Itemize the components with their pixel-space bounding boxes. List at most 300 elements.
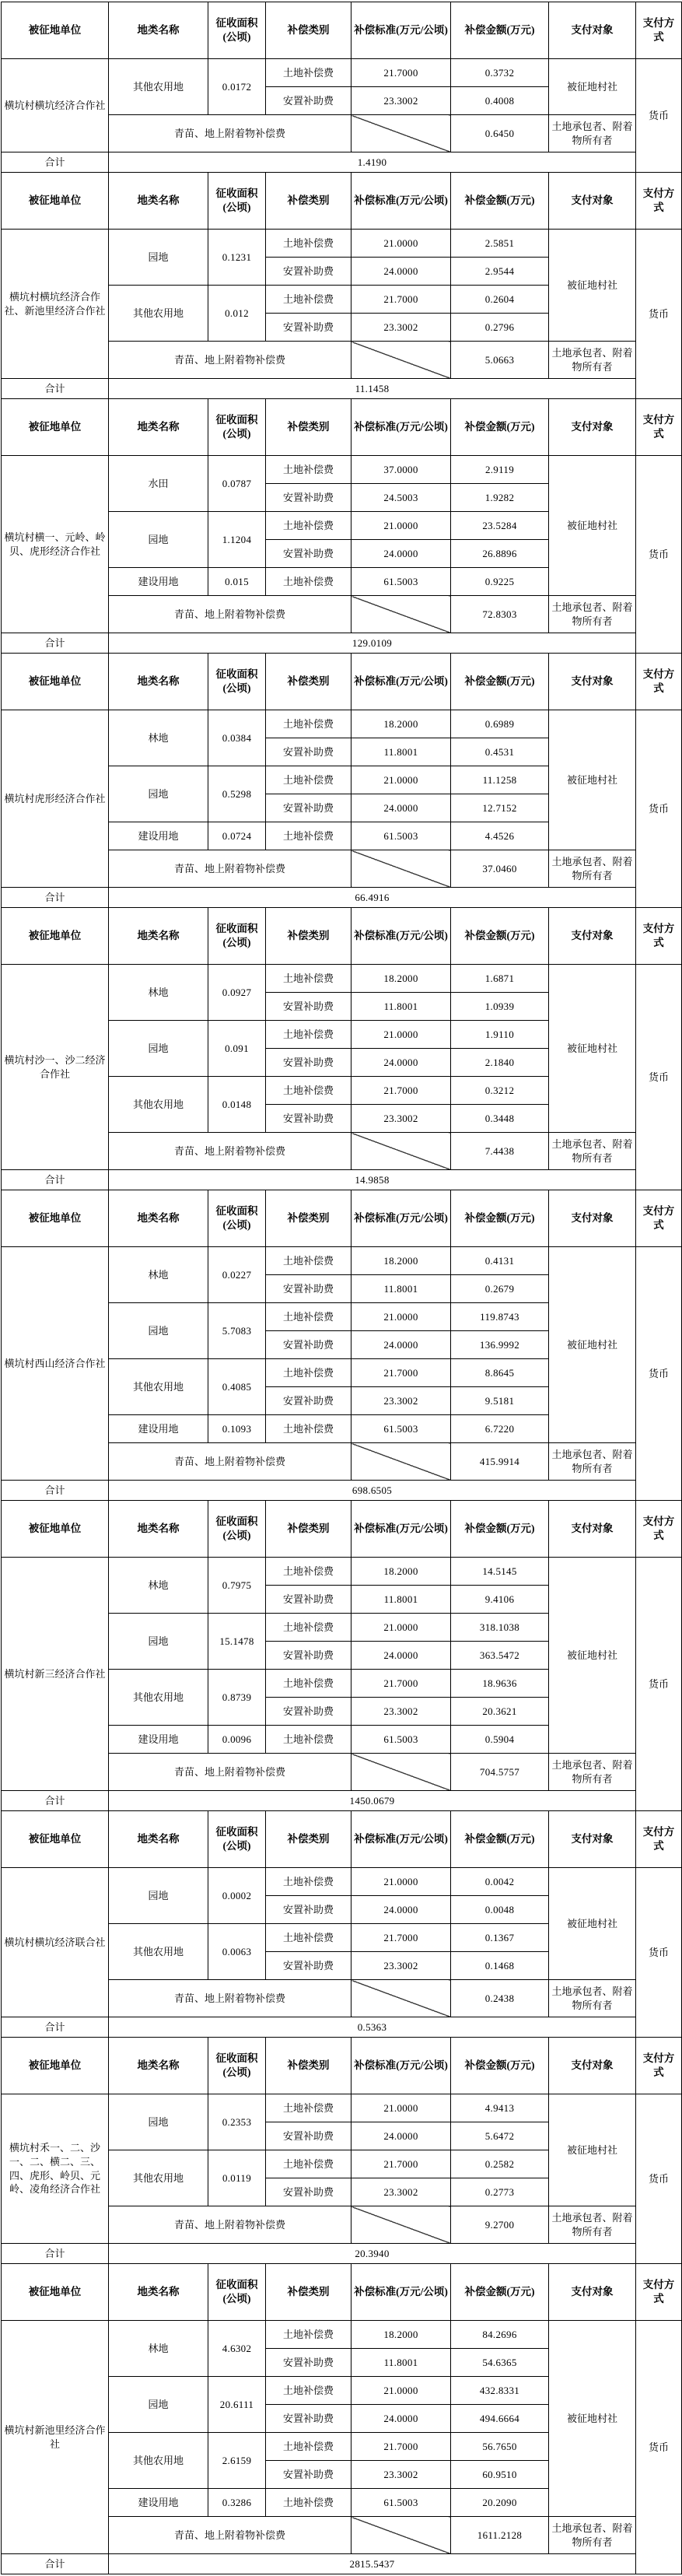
- land-type-cell: 林地: [109, 965, 208, 1021]
- fee-category-cell: 土地补偿费: [266, 965, 351, 993]
- header-cell-standard: 补偿标准(万元/公顷): [351, 654, 451, 710]
- fee-standard-cell: 21.0000: [351, 230, 451, 258]
- fee-amount-cell: 0.2604: [451, 286, 549, 314]
- area-cell: 0.0724: [208, 822, 266, 850]
- unit-cell: 横坑村横一、元岭、岭贝、虎形经济合作社: [2, 456, 109, 633]
- header-cell-land-type: 地类名称: [109, 654, 208, 710]
- fee-amount-cell: 12.7152: [451, 794, 549, 822]
- header-cell-payee: 支付对象: [549, 2, 636, 59]
- header-cell-category: 补偿类别: [266, 2038, 351, 2094]
- fee-category-cell: 安置补助费: [266, 1698, 351, 1726]
- fee-category-cell: 土地补偿费: [266, 456, 351, 484]
- fee-category-cell: 土地补偿费: [266, 1924, 351, 1952]
- header-cell-area: 征收面积(公顷): [208, 173, 266, 230]
- fee-amount-cell: 1.6871: [451, 965, 549, 993]
- payee-contractor-cell: 土地承包者、附着物所有者: [549, 115, 636, 152]
- area-cell: 0.7975: [208, 1558, 266, 1614]
- fee-amount-cell: 4.9413: [451, 2094, 549, 2122]
- fee-standard-cell: 21.0000: [351, 1614, 451, 1642]
- header-cell-payee: 支付对象: [549, 908, 636, 965]
- qingmiao-amount-cell: 415.9914: [451, 1443, 549, 1481]
- area-cell: 20.6111: [208, 2377, 266, 2433]
- total-label-cell: 合计: [2, 2017, 109, 2038]
- fee-category-cell: 安置补助费: [266, 314, 351, 342]
- fee-standard-cell: 23.3002: [351, 314, 451, 342]
- header-cell-category: 补偿类别: [266, 1501, 351, 1558]
- diagonal-line-cell: [351, 1443, 451, 1481]
- fee-standard-cell: 18.2000: [351, 2321, 451, 2349]
- fee-standard-cell: 11.8001: [351, 993, 451, 1021]
- header-cell-standard: 补偿标准(万元/公顷): [351, 2, 451, 59]
- fee-amount-cell: 1.9110: [451, 1021, 549, 1049]
- fee-standard-cell: 18.2000: [351, 1558, 451, 1586]
- fee-category-cell: 安置补助费: [266, 1275, 351, 1303]
- fee-category-cell: 土地补偿费: [266, 59, 351, 87]
- diagonal-line-cell: [351, 1754, 451, 1791]
- header-cell-amount: 补偿金额(万元): [451, 1811, 549, 1868]
- area-cell: 0.0384: [208, 710, 266, 766]
- fee-amount-cell: 0.2796: [451, 314, 549, 342]
- land-type-cell: 其他农用地: [109, 1924, 208, 1980]
- fee-category-cell: 土地补偿费: [266, 1415, 351, 1443]
- area-cell: 0.091: [208, 1021, 266, 1077]
- fee-standard-cell: 24.5003: [351, 484, 451, 512]
- qingmiao-amount-cell: 37.0460: [451, 850, 549, 888]
- land-type-cell: 其他农用地: [109, 1670, 208, 1726]
- header-cell-standard: 补偿标准(万元/公顷): [351, 2264, 451, 2321]
- fee-category-cell: 安置补助费: [266, 1952, 351, 1980]
- fee-standard-cell: 61.5003: [351, 2489, 451, 2517]
- land-type-cell: 林地: [109, 710, 208, 766]
- header-cell-category: 补偿类别: [266, 399, 351, 456]
- fee-amount-cell: 23.5284: [451, 512, 549, 540]
- total-label-cell: 合计: [2, 2554, 109, 2574]
- fee-amount-cell: 26.8896: [451, 540, 549, 568]
- fee-amount-cell: 2.9544: [451, 258, 549, 286]
- header-cell-method: 支付方式: [636, 1811, 682, 1868]
- total-value-cell: 698.6505: [109, 1481, 636, 1501]
- qingmiao-amount-cell: 7.4438: [451, 1133, 549, 1170]
- land-type-cell: 建设用地: [109, 1415, 208, 1443]
- fee-category-cell: 安置补助费: [266, 540, 351, 568]
- fee-category-cell: 安置补助费: [266, 2461, 351, 2489]
- unit-cell: 横坑村横坑经济合作社: [2, 59, 109, 152]
- payee-village-cell: 被征地村社: [549, 59, 636, 115]
- payee-village-cell: 被征地村社: [549, 230, 636, 342]
- land-type-cell: 建设用地: [109, 1726, 208, 1754]
- header-cell-unit: 被征地单位: [2, 2264, 109, 2321]
- qingmiao-label-cell: 青苗、地上附着物补偿费: [109, 1754, 351, 1791]
- header-cell-land-type: 地类名称: [109, 2, 208, 59]
- fee-amount-cell: 2.9119: [451, 456, 549, 484]
- total-value-cell: 129.0109: [109, 633, 636, 654]
- payee-contractor-cell: 土地承包者、附着物所有者: [549, 1980, 636, 2017]
- fee-category-cell: 安置补助费: [266, 258, 351, 286]
- header-cell-amount: 补偿金额(万元): [451, 2038, 549, 2094]
- area-cell: 1.1204: [208, 512, 266, 568]
- total-value-cell: 11.1458: [109, 379, 636, 399]
- total-value-cell: 1450.0679: [109, 1791, 636, 1811]
- header-cell-land-type: 地类名称: [109, 908, 208, 965]
- header-cell-amount: 补偿金额(万元): [451, 173, 549, 230]
- header-cell-method: 支付方式: [636, 654, 682, 710]
- header-cell-unit: 被征地单位: [2, 654, 109, 710]
- fee-amount-cell: 1.0939: [451, 993, 549, 1021]
- fee-category-cell: 土地补偿费: [266, 766, 351, 794]
- area-cell: 0.015: [208, 568, 266, 596]
- fee-standard-cell: 21.7000: [351, 1670, 451, 1698]
- area-cell: 0.2353: [208, 2094, 266, 2150]
- payment-method-cell: 货币: [636, 2094, 682, 2264]
- fee-amount-cell: 14.5145: [451, 1558, 549, 1586]
- fee-category-cell: 土地补偿费: [266, 512, 351, 540]
- fee-category-cell: 安置补助费: [266, 1049, 351, 1077]
- qingmiao-label-cell: 青苗、地上附着物补偿费: [109, 1980, 351, 2017]
- fee-amount-cell: 0.2773: [451, 2178, 549, 2206]
- fee-category-cell: 安置补助费: [266, 738, 351, 766]
- fee-standard-cell: 21.0000: [351, 2377, 451, 2405]
- unit-cell: 横坑村沙一、沙二经济合作社: [2, 965, 109, 1170]
- header-cell-category: 补偿类别: [266, 654, 351, 710]
- fee-category-cell: 土地补偿费: [266, 1247, 351, 1275]
- header-cell-standard: 补偿标准(万元/公顷): [351, 908, 451, 965]
- header-cell-standard: 补偿标准(万元/公顷): [351, 2038, 451, 2094]
- payee-contractor-cell: 土地承包者、附着物所有者: [549, 342, 636, 379]
- fee-amount-cell: 318.1038: [451, 1614, 549, 1642]
- fee-category-cell: 土地补偿费: [266, 1558, 351, 1586]
- fee-standard-cell: 18.2000: [351, 1247, 451, 1275]
- fee-category-cell: 土地补偿费: [266, 2433, 351, 2461]
- header-cell-payee: 支付对象: [549, 1501, 636, 1558]
- fee-standard-cell: 21.0000: [351, 512, 451, 540]
- area-cell: 0.4085: [208, 1359, 266, 1415]
- fee-standard-cell: 61.5003: [351, 822, 451, 850]
- fee-standard-cell: 24.0000: [351, 1049, 451, 1077]
- fee-category-cell: 土地补偿费: [266, 1726, 351, 1754]
- diagonal-line-cell: [351, 342, 451, 379]
- header-cell-amount: 补偿金额(万元): [451, 1190, 549, 1247]
- fee-category-cell: 安置补助费: [266, 484, 351, 512]
- land-type-cell: 其他农用地: [109, 1359, 208, 1415]
- payment-method-cell: 货币: [636, 456, 682, 654]
- header-cell-standard: 补偿标准(万元/公顷): [351, 173, 451, 230]
- fee-category-cell: 土地补偿费: [266, 1359, 351, 1387]
- fee-standard-cell: 21.0000: [351, 1021, 451, 1049]
- fee-amount-cell: 0.3448: [451, 1105, 549, 1133]
- fee-standard-cell: 24.0000: [351, 540, 451, 568]
- fee-standard-cell: 61.5003: [351, 1415, 451, 1443]
- fee-amount-cell: 0.4531: [451, 738, 549, 766]
- land-type-cell: 园地: [109, 1614, 208, 1670]
- qingmiao-amount-cell: 5.0663: [451, 342, 549, 379]
- fee-amount-cell: 0.1367: [451, 1924, 549, 1952]
- header-cell-land-type: 地类名称: [109, 1811, 208, 1868]
- area-cell: 0.1231: [208, 230, 266, 286]
- fee-amount-cell: 0.4131: [451, 1247, 549, 1275]
- header-cell-land-type: 地类名称: [109, 1190, 208, 1247]
- fee-standard-cell: 11.8001: [351, 2349, 451, 2377]
- area-cell: 0.1093: [208, 1415, 266, 1443]
- payment-method-cell: 货币: [636, 1247, 682, 1501]
- unit-cell: 横坑村禾一、二、沙一、二、横二、三、四、虎形、岭贝、元岭、凌角经济合作社: [2, 2094, 109, 2244]
- total-label-cell: 合计: [2, 1791, 109, 1811]
- fee-category-cell: 安置补助费: [266, 1387, 351, 1415]
- unit-cell: 横坑村虎形经济合作社: [2, 710, 109, 888]
- fee-amount-cell: 2.1840: [451, 1049, 549, 1077]
- header-cell-area: 征收面积(公顷): [208, 2264, 266, 2321]
- fee-amount-cell: 0.4008: [451, 87, 549, 115]
- fee-standard-cell: 23.3002: [351, 1105, 451, 1133]
- fee-standard-cell: 21.0000: [351, 766, 451, 794]
- area-cell: 0.8739: [208, 1670, 266, 1726]
- header-cell-unit: 被征地单位: [2, 1811, 109, 1868]
- header-cell-category: 补偿类别: [266, 173, 351, 230]
- fee-standard-cell: 21.7000: [351, 1924, 451, 1952]
- unit-cell: 横坑村横坑经济合作社、新池里经济合作社: [2, 230, 109, 379]
- fee-amount-cell: 11.1258: [451, 766, 549, 794]
- payee-village-cell: 被征地村社: [549, 456, 636, 596]
- qingmiao-label-cell: 青苗、地上附着物补偿费: [109, 342, 351, 379]
- fee-standard-cell: 21.7000: [351, 2150, 451, 2178]
- header-cell-amount: 补偿金额(万元): [451, 654, 549, 710]
- header-cell-land-type: 地类名称: [109, 1501, 208, 1558]
- header-cell-area: 征收面积(公顷): [208, 1811, 266, 1868]
- header-cell-unit: 被征地单位: [2, 1501, 109, 1558]
- fee-category-cell: 土地补偿费: [266, 568, 351, 596]
- fee-category-cell: 土地补偿费: [266, 822, 351, 850]
- fee-category-cell: 安置补助费: [266, 2178, 351, 2206]
- area-cell: 0.0787: [208, 456, 266, 512]
- fee-amount-cell: 0.9225: [451, 568, 549, 596]
- payee-village-cell: 被征地村社: [549, 1558, 636, 1754]
- header-cell-payee: 支付对象: [549, 173, 636, 230]
- qingmiao-amount-cell: 9.2700: [451, 2206, 549, 2244]
- total-value-cell: 20.3940: [109, 2244, 636, 2264]
- payee-contractor-cell: 土地承包者、附着物所有者: [549, 596, 636, 633]
- payee-contractor-cell: 土地承包者、附着物所有者: [549, 2206, 636, 2244]
- land-type-cell: 园地: [109, 230, 208, 286]
- land-type-cell: 园地: [109, 1303, 208, 1359]
- header-cell-payee: 支付对象: [549, 2264, 636, 2321]
- payment-method-cell: 货币: [636, 2321, 682, 2574]
- payee-contractor-cell: 土地承包者、附着物所有者: [549, 1754, 636, 1791]
- payee-village-cell: 被征地村社: [549, 965, 636, 1133]
- header-cell-method: 支付方式: [636, 908, 682, 965]
- qingmiao-amount-cell: 1611.2128: [451, 2517, 549, 2554]
- fee-category-cell: 土地补偿费: [266, 1614, 351, 1642]
- total-label-cell: 合计: [2, 1170, 109, 1190]
- header-cell-standard: 补偿标准(万元/公顷): [351, 1501, 451, 1558]
- area-cell: 0.5298: [208, 766, 266, 822]
- header-cell-category: 补偿类别: [266, 908, 351, 965]
- qingmiao-label-cell: 青苗、地上附着物补偿费: [109, 2517, 351, 2554]
- fee-standard-cell: 24.0000: [351, 2122, 451, 2150]
- fee-amount-cell: 2.5851: [451, 230, 549, 258]
- fee-standard-cell: 24.0000: [351, 1642, 451, 1670]
- fee-amount-cell: 60.9510: [451, 2461, 549, 2489]
- header-cell-unit: 被征地单位: [2, 2, 109, 59]
- header-cell-method: 支付方式: [636, 1190, 682, 1247]
- area-cell: 4.6302: [208, 2321, 266, 2377]
- fee-category-cell: 安置补助费: [266, 2122, 351, 2150]
- header-cell-land-type: 地类名称: [109, 399, 208, 456]
- unit-cell: 横坑村新池里经济合作社: [2, 2321, 109, 2554]
- fee-amount-cell: 119.8743: [451, 1303, 549, 1331]
- fee-amount-cell: 9.4106: [451, 1586, 549, 1614]
- header-cell-area: 征收面积(公顷): [208, 2038, 266, 2094]
- land-type-cell: 其他农用地: [109, 59, 208, 115]
- header-cell-standard: 补偿标准(万元/公顷): [351, 1190, 451, 1247]
- fee-category-cell: 土地补偿费: [266, 2321, 351, 2349]
- fee-standard-cell: 24.0000: [351, 258, 451, 286]
- fee-amount-cell: 0.2582: [451, 2150, 549, 2178]
- fee-amount-cell: 5.6472: [451, 2122, 549, 2150]
- qingmiao-amount-cell: 0.2438: [451, 1980, 549, 2017]
- fee-standard-cell: 18.2000: [351, 965, 451, 993]
- fee-standard-cell: 21.7000: [351, 286, 451, 314]
- header-cell-method: 支付方式: [636, 2264, 682, 2321]
- fee-standard-cell: 61.5003: [351, 568, 451, 596]
- fee-amount-cell: 0.0042: [451, 1868, 549, 1896]
- header-cell-amount: 补偿金额(万元): [451, 2, 549, 59]
- land-type-cell: 园地: [109, 2377, 208, 2433]
- header-cell-area: 征收面积(公顷): [208, 399, 266, 456]
- land-type-cell: 园地: [109, 1021, 208, 1077]
- qingmiao-label-cell: 青苗、地上附着物补偿费: [109, 1443, 351, 1481]
- unit-cell: 横坑村新三经济合作社: [2, 1558, 109, 1791]
- header-cell-land-type: 地类名称: [109, 2264, 208, 2321]
- land-type-cell: 其他农用地: [109, 2150, 208, 2206]
- land-type-cell: 园地: [109, 2094, 208, 2150]
- land-type-cell: 园地: [109, 512, 208, 568]
- fee-standard-cell: 24.0000: [351, 2405, 451, 2433]
- area-cell: 2.6159: [208, 2433, 266, 2489]
- fee-standard-cell: 21.0000: [351, 1303, 451, 1331]
- fee-standard-cell: 18.2000: [351, 710, 451, 738]
- area-cell: 0.0227: [208, 1247, 266, 1303]
- fee-amount-cell: 54.6365: [451, 2349, 549, 2377]
- diagonal-line-cell: [351, 1980, 451, 2017]
- area-cell: 0.012: [208, 286, 266, 342]
- header-cell-unit: 被征地单位: [2, 173, 109, 230]
- qingmiao-amount-cell: 72.8303: [451, 596, 549, 633]
- land-type-cell: 林地: [109, 1558, 208, 1614]
- payee-contractor-cell: 土地承包者、附着物所有者: [549, 1443, 636, 1481]
- land-type-cell: 建设用地: [109, 822, 208, 850]
- area-cell: 0.0096: [208, 1726, 266, 1754]
- fee-standard-cell: 61.5003: [351, 1726, 451, 1754]
- fee-amount-cell: 84.2696: [451, 2321, 549, 2349]
- header-cell-method: 支付方式: [636, 399, 682, 456]
- header-cell-method: 支付方式: [636, 173, 682, 230]
- diagonal-line-cell: [351, 1133, 451, 1170]
- fee-amount-cell: 8.8645: [451, 1359, 549, 1387]
- fee-category-cell: 土地补偿费: [266, 1670, 351, 1698]
- header-cell-unit: 被征地单位: [2, 1190, 109, 1247]
- header-cell-payee: 支付对象: [549, 1190, 636, 1247]
- fee-category-cell: 土地补偿费: [266, 1868, 351, 1896]
- land-type-cell: 其他农用地: [109, 1077, 208, 1133]
- land-type-cell: 建设用地: [109, 2489, 208, 2517]
- fee-category-cell: 安置补助费: [266, 87, 351, 115]
- fee-standard-cell: 21.7000: [351, 1077, 451, 1105]
- header-cell-area: 征收面积(公顷): [208, 2, 266, 59]
- payee-village-cell: 被征地村社: [549, 2094, 636, 2206]
- header-cell-payee: 支付对象: [549, 399, 636, 456]
- land-type-cell: 建设用地: [109, 568, 208, 596]
- total-label-cell: 合计: [2, 379, 109, 399]
- area-cell: 0.3286: [208, 2489, 266, 2517]
- header-cell-unit: 被征地单位: [2, 399, 109, 456]
- total-value-cell: 2815.5437: [109, 2554, 636, 2574]
- diagonal-line-cell: [351, 2206, 451, 2244]
- qingmiao-label-cell: 青苗、地上附着物补偿费: [109, 1133, 351, 1170]
- area-cell: 0.0063: [208, 1924, 266, 1980]
- fee-amount-cell: 18.9636: [451, 1670, 549, 1698]
- fee-standard-cell: 23.3002: [351, 2461, 451, 2489]
- fee-amount-cell: 20.2090: [451, 2489, 549, 2517]
- header-cell-category: 补偿类别: [266, 1811, 351, 1868]
- fee-category-cell: 土地补偿费: [266, 2150, 351, 2178]
- payee-contractor-cell: 土地承包者、附着物所有者: [549, 2517, 636, 2554]
- fee-amount-cell: 20.3621: [451, 1698, 549, 1726]
- payee-village-cell: 被征地村社: [549, 2321, 636, 2517]
- fee-category-cell: 土地补偿费: [266, 1077, 351, 1105]
- header-cell-category: 补偿类别: [266, 2264, 351, 2321]
- fee-category-cell: 土地补偿费: [266, 2094, 351, 2122]
- fee-standard-cell: 23.3002: [351, 1698, 451, 1726]
- header-cell-payee: 支付对象: [549, 2038, 636, 2094]
- land-type-cell: 林地: [109, 2321, 208, 2377]
- fee-category-cell: 安置补助费: [266, 2349, 351, 2377]
- fee-amount-cell: 0.3732: [451, 59, 549, 87]
- fee-amount-cell: 494.6664: [451, 2405, 549, 2433]
- payment-method-cell: 货币: [636, 710, 682, 908]
- total-value-cell: 0.5363: [109, 2017, 636, 2038]
- diagonal-line-cell: [351, 2517, 451, 2554]
- land-compensation-table: [1, 2, 682, 2574]
- diagonal-line-cell: [351, 596, 451, 633]
- qingmiao-label-cell: 青苗、地上附着物补偿费: [109, 596, 351, 633]
- fee-amount-cell: 9.5181: [451, 1387, 549, 1415]
- fee-standard-cell: 21.7000: [351, 2433, 451, 2461]
- land-type-cell: 其他农用地: [109, 2433, 208, 2489]
- fee-standard-cell: 21.7000: [351, 1359, 451, 1387]
- fee-standard-cell: 24.0000: [351, 1331, 451, 1359]
- header-cell-area: 征收面积(公顷): [208, 1190, 266, 1247]
- payment-method-cell: 货币: [636, 1558, 682, 1811]
- fee-amount-cell: 6.7220: [451, 1415, 549, 1443]
- fee-amount-cell: 136.9992: [451, 1331, 549, 1359]
- fee-amount-cell: 363.5472: [451, 1642, 549, 1670]
- payment-method-cell: 货币: [636, 1868, 682, 2038]
- land-type-cell: 林地: [109, 1247, 208, 1303]
- land-type-cell: 水田: [109, 456, 208, 512]
- header-cell-land-type: 地类名称: [109, 173, 208, 230]
- diagonal-line-cell: [351, 115, 451, 152]
- fee-category-cell: 土地补偿费: [266, 1303, 351, 1331]
- fee-category-cell: 土地补偿费: [266, 230, 351, 258]
- area-cell: 0.0927: [208, 965, 266, 1021]
- fee-category-cell: 安置补助费: [266, 794, 351, 822]
- fee-category-cell: 土地补偿费: [266, 286, 351, 314]
- fee-standard-cell: 23.3002: [351, 1952, 451, 1980]
- qingmiao-label-cell: 青苗、地上附着物补偿费: [109, 115, 351, 152]
- total-label-cell: 合计: [2, 2244, 109, 2264]
- payee-village-cell: 被征地村社: [549, 1868, 636, 1980]
- fee-category-cell: 安置补助费: [266, 1331, 351, 1359]
- fee-amount-cell: 0.2679: [451, 1275, 549, 1303]
